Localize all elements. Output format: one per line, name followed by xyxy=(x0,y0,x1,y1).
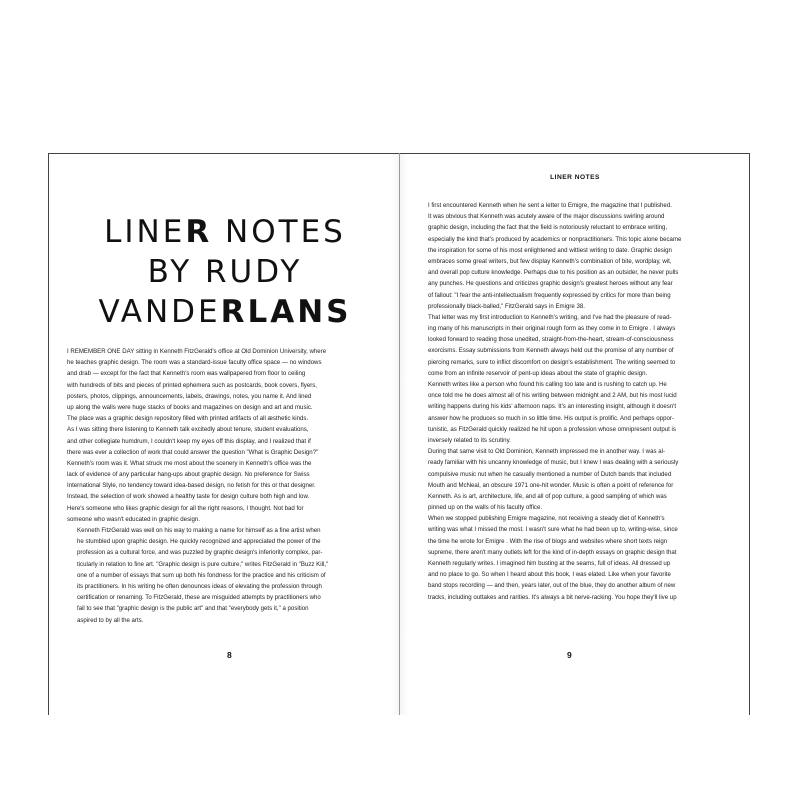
text-line: of fallout: "I fear the anti-intellectualism frequently expressed by critics for more than being xyxy=(428,291,671,299)
text-line: inversely related to its scrutiny. xyxy=(428,436,511,444)
text-line: I REMEMBER ONE DAY sitting in Kenneth FitzGerald's office at Old Dominion University, where xyxy=(67,348,327,355)
text-line: I first encountered Kenneth when he sent a letter to Emigre, the magazine that I published. xyxy=(428,202,672,209)
page-number: 8 xyxy=(227,650,232,660)
paragraph xyxy=(418,379,734,446)
book-spread xyxy=(48,153,750,715)
paragraph xyxy=(418,312,734,379)
text-line: ticularly in relation to fine art. "Graphic design is pure culture," writes FitzGerald in "Buzz Kill," xyxy=(77,560,329,568)
paragraph xyxy=(67,346,383,525)
text-line: When we stopped publishing Emigre magazine, not receiving a steady diet of Kenneth's xyxy=(428,515,665,523)
text-line: As I was sitting there listening to Kenneth talk excitedly about tenure, student evaluations, xyxy=(67,426,309,434)
text-line: there was ever a collection of work that could answer the question "What is Graphic Design?" xyxy=(67,448,319,456)
paragraph xyxy=(418,513,734,603)
right-page xyxy=(400,153,750,715)
text-line: Instead, the selection of work showed a healthy taste for design culture both high and low. xyxy=(67,493,310,501)
text-line: and other collegiate humdrum, I couldn't keep my eyes off this display, and I realized that if xyxy=(67,437,311,445)
text-line: pinned up on the walls of his faculty office. xyxy=(428,504,543,512)
text-line: compulsive music nut when he casually mentioned a number of Dutch bands that included xyxy=(428,470,672,478)
text-line: one of a number of essays that sum up both his fondness for the practice and his criticism of xyxy=(77,571,326,579)
text-line: tunistic, as FitzGerald quickly realized he hit upon a profession whose omnipresent output is xyxy=(428,425,676,433)
left-body-text xyxy=(67,346,383,626)
text-line: posters, photos, clippings, announcements, labels, drawings, notes, you name it. And lined xyxy=(67,392,312,400)
text-line: he stumbled upon graphic design. He quickly recognized and appreciated the power of the xyxy=(77,538,321,546)
text-line: Kenneth. As is art, architecture, life, and all of pop culture, a good sampling of which was xyxy=(428,492,667,500)
text-line: fail to see that "graphic design is the public art" and that "everybody gets it," a position xyxy=(77,605,309,613)
text-line: the inspiration for some of his most enlightened and wittiest writing to date. Graphic design xyxy=(428,246,672,254)
running-head: LINER NOTES xyxy=(550,174,600,181)
text-line: graphic design, including the fact that the field is notoriously reluctant to embrace writing, xyxy=(428,224,668,232)
text-line: During that same visit to Old Dominion, Kenneth impressed me in another way. I was al- xyxy=(428,448,665,456)
text-line: Here's someone who likes graphic design for all the right reasons, I thought. Not bad for xyxy=(67,504,304,512)
text-line: someone who wasn't educated in graphic design. xyxy=(67,515,200,523)
text-line: supreme, there aren't many outlets left for the kind of in-depth essays on graphic design that xyxy=(428,548,677,556)
text-line: professionally black-balled," FitzGerald says in Emigre 38. xyxy=(428,302,585,310)
text-line: lack of evidence of any particular hang-ups about graphic design. No preference for Swiss xyxy=(67,471,310,479)
text-line: up along the walls were huge stacks of books and magazines on design and art and music. xyxy=(67,403,313,411)
title-line-3: VANDERLANS xyxy=(98,294,352,330)
text-line: Mouth and McNeal, an obscure 1971 one-hit wonder. Music is often a point of reference for xyxy=(428,481,674,489)
text-line: and drab — except for the fact that Kenneth's room was wallpapered from floor to ceiling xyxy=(67,370,306,378)
text-line: band stops recording — and then, years later, out of the blue, they do another album of new xyxy=(428,582,676,590)
right-body-text xyxy=(418,200,734,603)
text-line: The place was a graphic design repository filled with printed artifacts of all æsthetic kinds. xyxy=(67,415,309,423)
paragraph xyxy=(418,200,734,312)
text-line: he teaches graphic design. The room was a standard-issue faculty office space — no windows xyxy=(67,359,322,367)
title-line-2: BY RUDY xyxy=(147,254,303,290)
text-line: piercing remarks, sure to inflict discomfort on design's establishment. The writing seemed to xyxy=(428,358,676,366)
text-line: answer how he produces so much in so little time. His output is prolific. And perhaps oppor- xyxy=(428,414,674,422)
paragraph xyxy=(67,525,383,626)
text-line: ing many of his manuscripts in their original rough form as they come in to Emigre . I always xyxy=(428,325,676,333)
page-number: 9 xyxy=(567,650,572,660)
text-line: Kenneth's room was it. What struck me most about the scenery in Kenneth's office was the xyxy=(67,459,312,467)
text-line: and no place to go. So when I heard about this book, I was elated. Like when your favorite xyxy=(428,571,671,579)
text-line: Kenneth writes like a person who found his calling too late and is rushing to catch up. He xyxy=(428,381,667,388)
text-line: writing was what I missed the most. I wasn't sure what he had been up to, writing-wise, since xyxy=(428,526,678,534)
text-line: Kenneth FitzGerald was well on his way to making a name for himself as a fine artist when xyxy=(77,527,321,534)
text-line: looked forward to reading those unedited, straight-from-the-heart, stream-of-consciousness xyxy=(428,336,674,344)
text-line: writing happens during his kids' afternoon naps. It's an interesting insight, although it doesn't xyxy=(428,403,677,411)
text-line: once told me he does almost all of his writing between midnight and 2 AM, but his most lucid xyxy=(428,392,677,400)
text-line: any punches. He questions and criticizes graphic design's greatest heroes without any fear xyxy=(428,280,673,288)
text-line: its practitioners. In his writing he often denounces ideas of elevating the profession through xyxy=(77,582,322,590)
text-line: with hundreds of bits and pieces of printed ephemera such as postcards, book covers, flyers, xyxy=(67,381,317,389)
text-line: especially the kind that's produced by academics or nonpractitioners. This topic alone became xyxy=(428,235,682,243)
left-page xyxy=(48,153,400,715)
text-line: Kenneth regularly writes. I imagined him busting at the seams, full of ideas. All dressed up xyxy=(428,560,671,567)
text-line: profession as a cultural force, and was puzzled by graphic design's inferiority complex, par- xyxy=(77,549,323,557)
text-line: embraces some great writers, but few display Kenneth's combination of bite, wordplay, wit, xyxy=(428,257,672,265)
text-line: and overall pop culture knowledge. Perhaps due to his position as an outsider, he never pulls xyxy=(428,269,679,277)
paragraph xyxy=(418,446,734,513)
text-line: aspired to by all the arts. xyxy=(77,616,144,624)
text-line: exorcisms. Essay submissions from Kenneth always held out the promise of any number of xyxy=(428,347,674,355)
text-line: tracks, including outtakes and rarities. It's always a bit nerve-racking. You hope they'll live up xyxy=(428,593,677,601)
text-line: ready familiar with his uncanny knowledge of music, but I knew I was dealing with a seriously xyxy=(428,459,679,467)
text-line: the time he wrote for Emigre . With the rise of blogs and websites where short texts reign xyxy=(428,537,668,545)
chapter-title xyxy=(49,212,401,332)
text-line: come from an infinite reservoir of pent-up ideas about the state of graphic design. xyxy=(428,369,648,377)
text-line: certification or renaming. To FitzGerald, these are misguided attempts by practitioners who xyxy=(77,594,321,602)
text-line: International Style, no tendency toward idea-based design, no fetish for this or that designer. xyxy=(67,482,316,490)
text-line: It was obvious that Kenneth was acutely aware of the major discussions swirling around xyxy=(428,213,665,221)
title-line-1: LINER NOTES xyxy=(104,214,346,250)
text-line: That letter was my first introduction to Kenneth's writing, and I've had the pleasure of read- xyxy=(428,313,672,321)
